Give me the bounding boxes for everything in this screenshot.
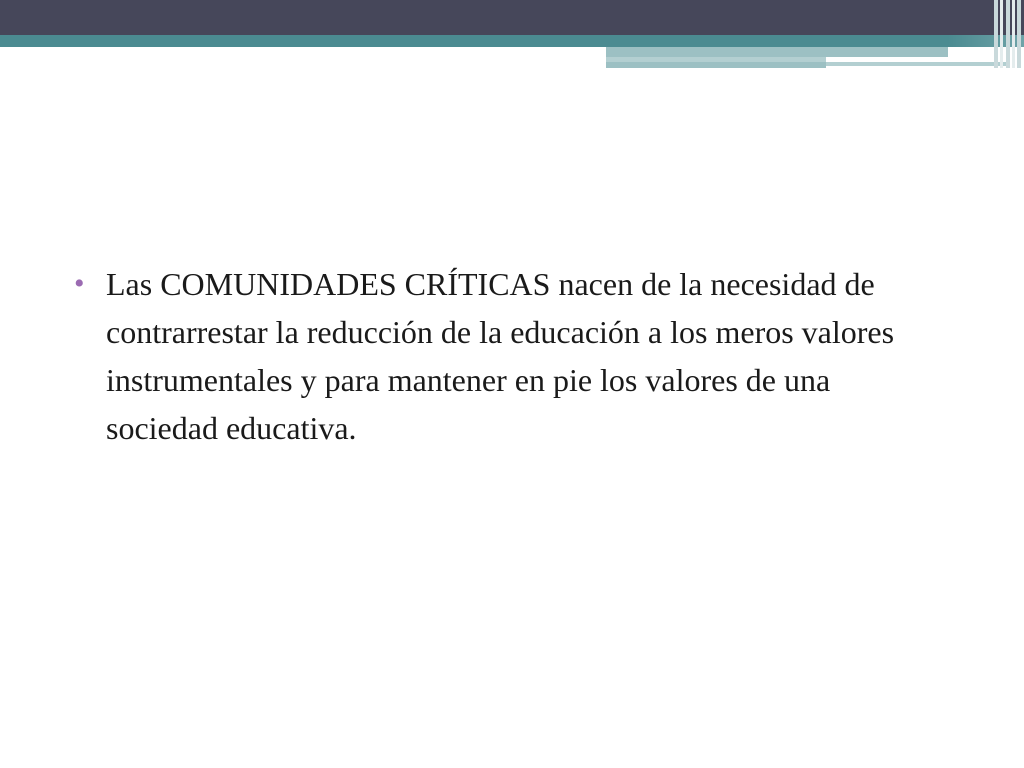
slide-body	[70, 260, 950, 452]
header-accent-bar	[826, 62, 1006, 66]
decorative-pillar	[1017, 0, 1021, 68]
decorative-pillar	[1012, 0, 1015, 68]
header-accent-bar	[606, 62, 826, 68]
header-accent-bar	[606, 47, 948, 57]
decorative-pillar	[994, 0, 998, 68]
header-teal-band	[0, 35, 1024, 47]
bullet-marker: •	[74, 267, 85, 300]
decorative-pillar	[1000, 0, 1003, 68]
bullet-text: Las COMUNIDADES CRÍTICAS nacen de la necesidad de contrarrestar la reducción de la educación a los meros valores instrumentales y para mantener en pie los valores de una sociedad educativa.	[106, 266, 895, 446]
bullet-item	[70, 260, 950, 452]
header-dark-band	[0, 0, 1024, 35]
decorative-pillar	[1006, 0, 1010, 68]
